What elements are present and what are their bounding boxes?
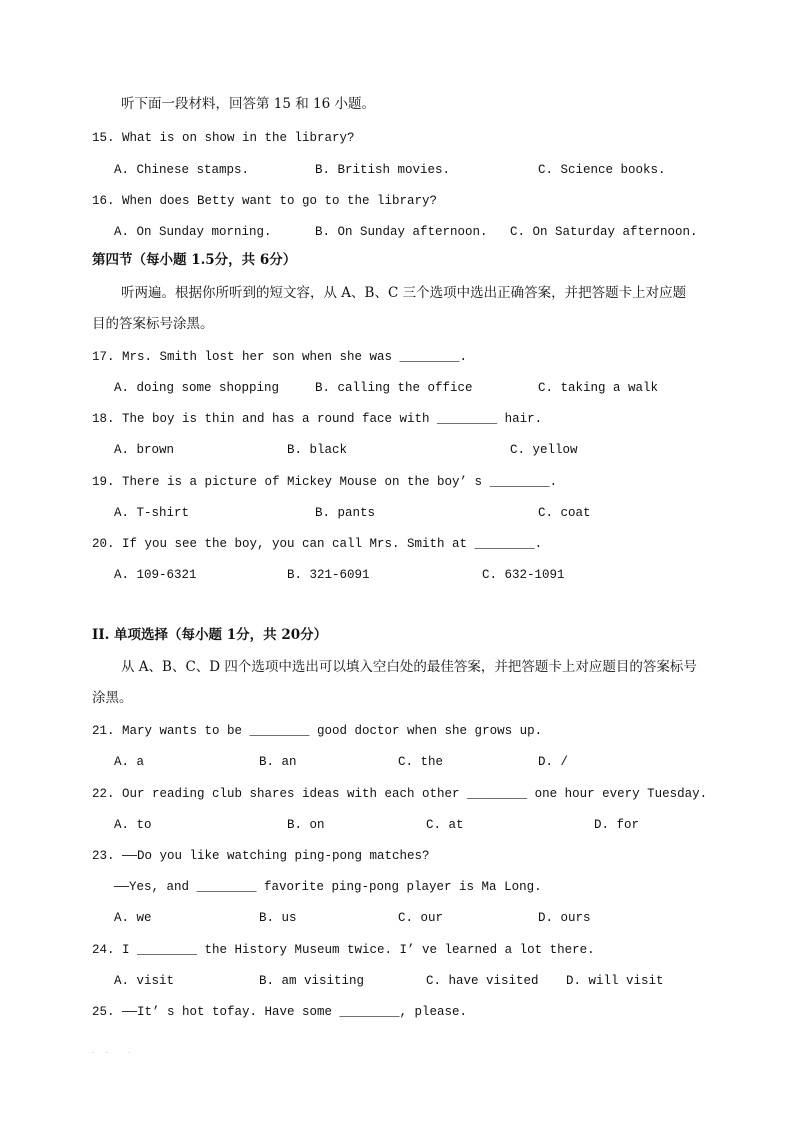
q24-option-a: A. visit xyxy=(114,974,175,988)
q17-option-a: A. doing some shopping xyxy=(114,381,280,395)
q23-option-a: A. we xyxy=(114,911,152,925)
q20-option-c: C. 632-1091 xyxy=(482,568,565,582)
q22-option-b: B. on xyxy=(287,818,325,832)
q15-option-b: B. British movies. xyxy=(315,163,451,177)
question-23: 23. ——Do you like watching ping-pong matches? xyxy=(92,849,430,863)
part-2-instructions-line-2: 涂黑。 xyxy=(92,690,133,706)
q19-option-a: A. T-shirt xyxy=(114,506,190,520)
question-21: 21. Mary wants to be ________ good doctor when she grows up. xyxy=(92,724,543,738)
footer-dots: . . . xyxy=(92,1048,131,1055)
q21-option-b: B. an xyxy=(259,755,297,769)
q22-option-d: D. for xyxy=(594,818,640,832)
q22-option-c: C. at xyxy=(426,818,464,832)
q19-option-b: B. pants xyxy=(315,506,376,520)
section-4-instructions-line-2: 目的答案标号涂黑。 xyxy=(92,316,214,332)
q15-option-a: A. Chinese stamps. xyxy=(114,163,250,177)
q24-option-b: B. am visiting xyxy=(259,974,365,988)
question-15: 15. What is on show in the library? xyxy=(92,131,355,145)
q16-option-a: A. On Sunday morning. xyxy=(114,225,272,239)
part-2-heading: II. 单项选择（每小题 1分，共 20分） xyxy=(92,627,328,643)
q23-option-d: D. ours xyxy=(538,911,591,925)
question-18: 18. The boy is thin and has a round face with ________ hair. xyxy=(92,412,543,426)
q15-option-c: C. Science books. xyxy=(538,163,666,177)
q18-option-b: B. black xyxy=(287,443,348,457)
section-3-intro: 听下面一段材料，回答第 15 和 16 小题。 xyxy=(121,96,376,112)
q22-option-a: A. to xyxy=(114,818,152,832)
section-4-heading: 第四节（每小题 1.5分，共 6分） xyxy=(92,252,297,268)
q19-option-c: C. coat xyxy=(538,506,591,520)
question-24: 24. I ________ the History Museum twice. I’ ve learned a lot there. xyxy=(92,943,595,957)
q18-option-a: A. brown xyxy=(114,443,175,457)
q20-option-a: A. 109-6321 xyxy=(114,568,197,582)
q24-option-d: D. will visit xyxy=(566,974,664,988)
section-4-instructions-line-1: 听两遍。根据你所听到的短文容，从 A、B、C 三个选项中选出正确答案，并把答题卡上对应题 xyxy=(121,285,687,301)
question-17: 17. Mrs. Smith lost her son when she was ________. xyxy=(92,350,468,364)
question-23-reply: ——Yes, and ________ favorite ping-pong player is Ma Long. xyxy=(114,880,542,894)
q24-option-c: C. have visited xyxy=(426,974,539,988)
question-16: 16. When does Betty want to go to the library? xyxy=(92,194,438,208)
q23-option-b: B. us xyxy=(259,911,297,925)
q16-option-c: C. On Saturday afternoon. xyxy=(510,225,698,239)
q21-option-d: D. / xyxy=(538,755,569,769)
q21-option-a: A. a xyxy=(114,755,145,769)
q23-option-c: C. our xyxy=(398,911,444,925)
question-25: 25. ——It’ s hot tofay. Have some ________, please. xyxy=(92,1005,468,1019)
question-22: 22. Our reading club shares ideas with each other ________ one hour every Tuesday. xyxy=(92,787,708,801)
q20-option-b: B. 321-6091 xyxy=(287,568,370,582)
q17-option-c: C. taking a walk xyxy=(538,381,659,395)
q21-option-c: C. the xyxy=(398,755,444,769)
q18-option-c: C. yellow xyxy=(510,443,578,457)
part-2-instructions-line-1: 从 A、B、C、D 四个选项中选出可以填入空白处的最佳答案，并把答题卡上对应题目的答案标号 xyxy=(121,659,697,675)
q17-option-b: B. calling the office xyxy=(315,381,473,395)
question-20: 20. If you see the boy, you can call Mrs. Smith at ________. xyxy=(92,537,543,551)
q16-option-b: B. On Sunday afternoon. xyxy=(315,225,488,239)
question-19: 19. There is a picture of Mickey Mouse on the boy’ s ________. xyxy=(92,475,558,489)
